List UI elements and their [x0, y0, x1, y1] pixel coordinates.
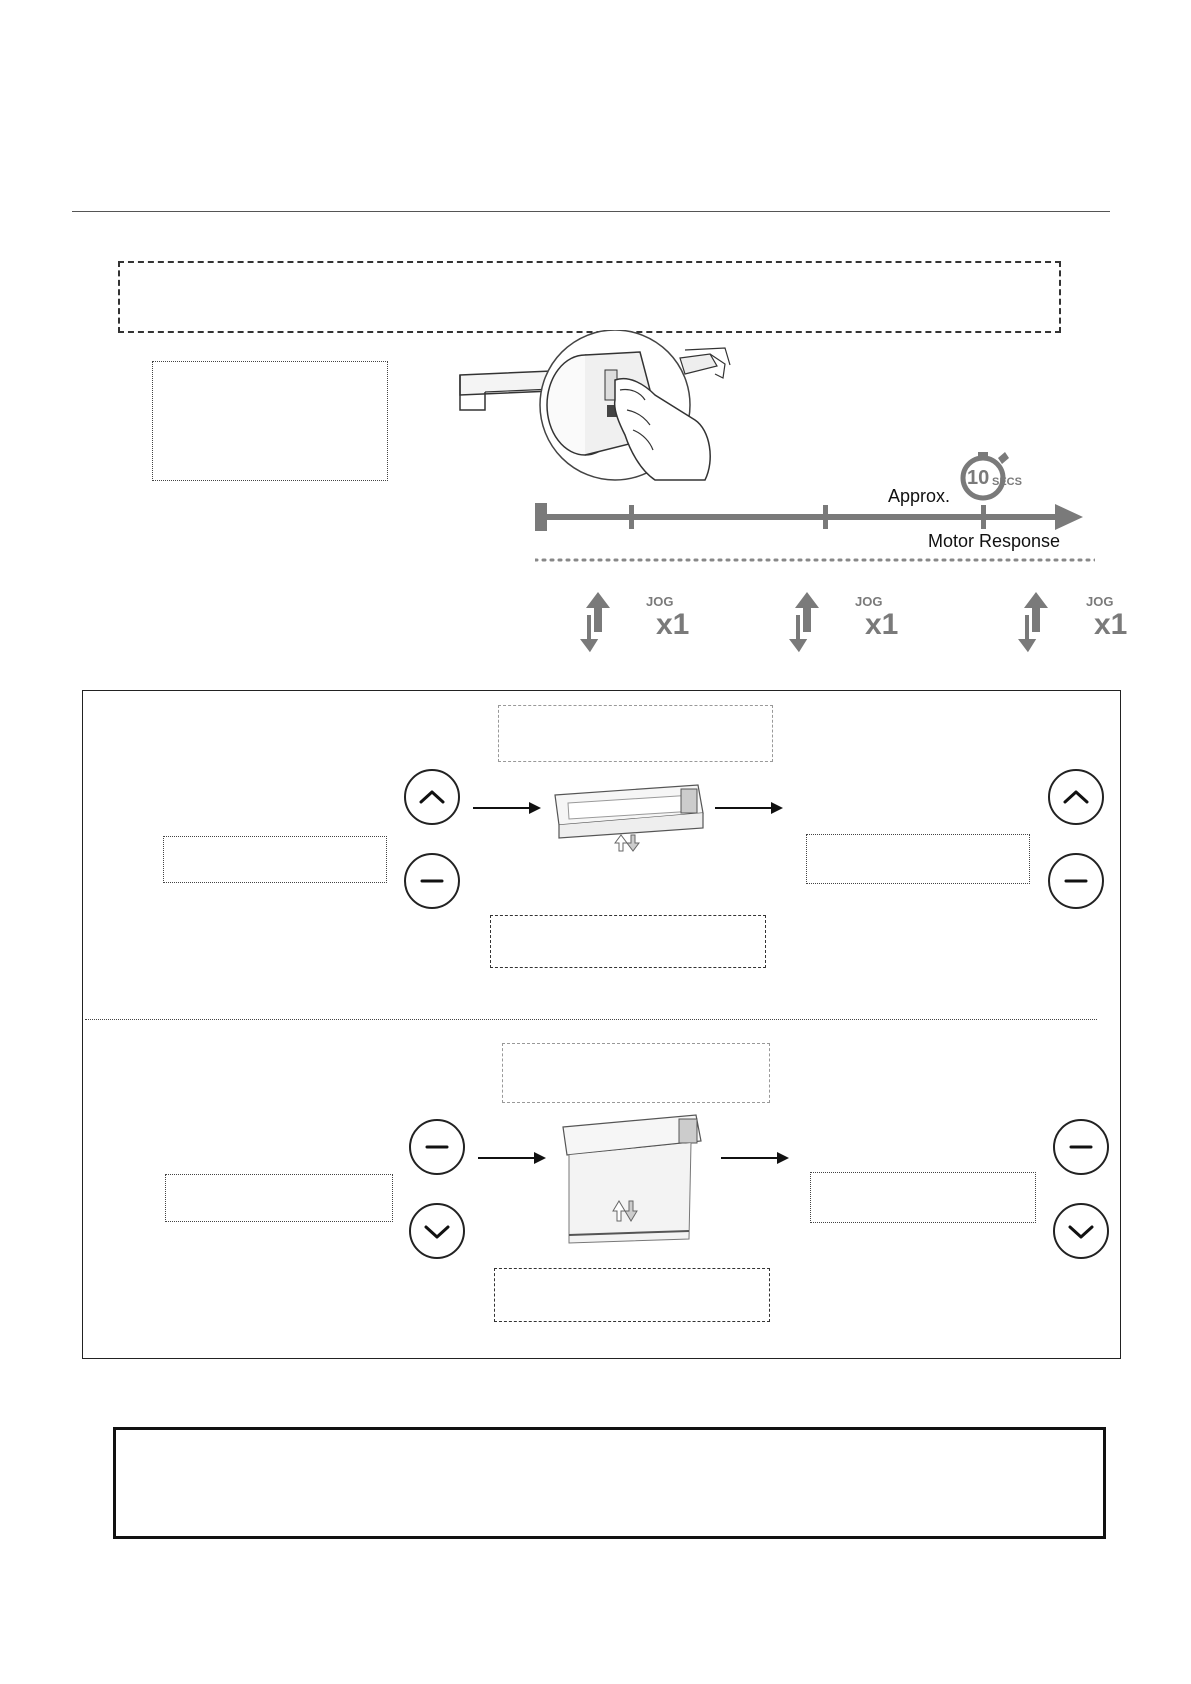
section-divider	[85, 1019, 1097, 1020]
up-button[interactable]	[404, 769, 460, 825]
jog-count: x1	[865, 608, 899, 641]
up-down-arrows-icon	[787, 592, 823, 654]
up-down-arrows-icon	[578, 592, 614, 654]
step-text-box	[152, 361, 388, 481]
instruction-box	[118, 261, 1061, 333]
minus-icon	[411, 1121, 463, 1173]
bottom-section-title-box	[502, 1043, 770, 1103]
note-box	[113, 1427, 1106, 1539]
top-section-caption-box	[490, 915, 766, 968]
blind-raised-illustration	[553, 783, 713, 853]
top-left-text-box	[163, 836, 387, 883]
motor-response-label: Motor Response	[928, 531, 1061, 551]
top-section-title-box	[498, 705, 773, 762]
chevron-up-icon	[406, 771, 458, 823]
minus-icon	[1050, 855, 1102, 907]
jog-text: JOG	[1086, 594, 1114, 609]
chevron-down-icon	[411, 1205, 463, 1257]
stop-button[interactable]	[1048, 853, 1104, 909]
timeline-tick-1	[629, 505, 634, 529]
chevron-up-icon	[1050, 771, 1102, 823]
timeline-tick-2	[823, 505, 828, 529]
down-button[interactable]	[1053, 1203, 1109, 1259]
header-divider	[72, 211, 1110, 212]
minus-icon	[406, 855, 458, 907]
jog-count: x1	[1094, 608, 1128, 641]
jog-step-2	[787, 592, 907, 654]
blind-lowered-illustration	[561, 1113, 711, 1248]
timeline-tick-3	[981, 505, 986, 529]
arrow-right-icon	[478, 1151, 548, 1165]
arrow-right-icon	[715, 801, 785, 815]
timeline	[535, 450, 1095, 570]
arrow-right-icon	[721, 1151, 791, 1165]
jog-count: x1	[656, 608, 690, 641]
down-button[interactable]	[409, 1203, 465, 1259]
approx-label: Approx.	[888, 486, 951, 506]
stop-button[interactable]	[404, 853, 460, 909]
adjustment-panel	[82, 690, 1121, 1359]
timer-number: 10	[967, 467, 990, 489]
chevron-down-icon	[1055, 1205, 1107, 1257]
jog-text: JOG	[855, 594, 883, 609]
arrow-right-icon	[473, 801, 543, 815]
bottom-left-text-box	[165, 1174, 393, 1222]
timeline-arrowhead	[1055, 504, 1083, 530]
up-down-arrows-icon	[1016, 592, 1052, 654]
bottom-section-caption-box	[494, 1268, 770, 1322]
jog-step-3	[1016, 592, 1136, 654]
stop-button[interactable]	[1053, 1119, 1109, 1175]
timer-unit: SECS	[992, 476, 1022, 488]
up-button[interactable]	[1048, 769, 1104, 825]
bottom-right-text-box	[810, 1172, 1036, 1223]
jog-step-1	[578, 592, 698, 654]
stop-button[interactable]	[409, 1119, 465, 1175]
minus-icon	[1055, 1121, 1107, 1173]
top-right-text-box	[806, 834, 1030, 884]
jog-text: JOG	[646, 594, 674, 609]
